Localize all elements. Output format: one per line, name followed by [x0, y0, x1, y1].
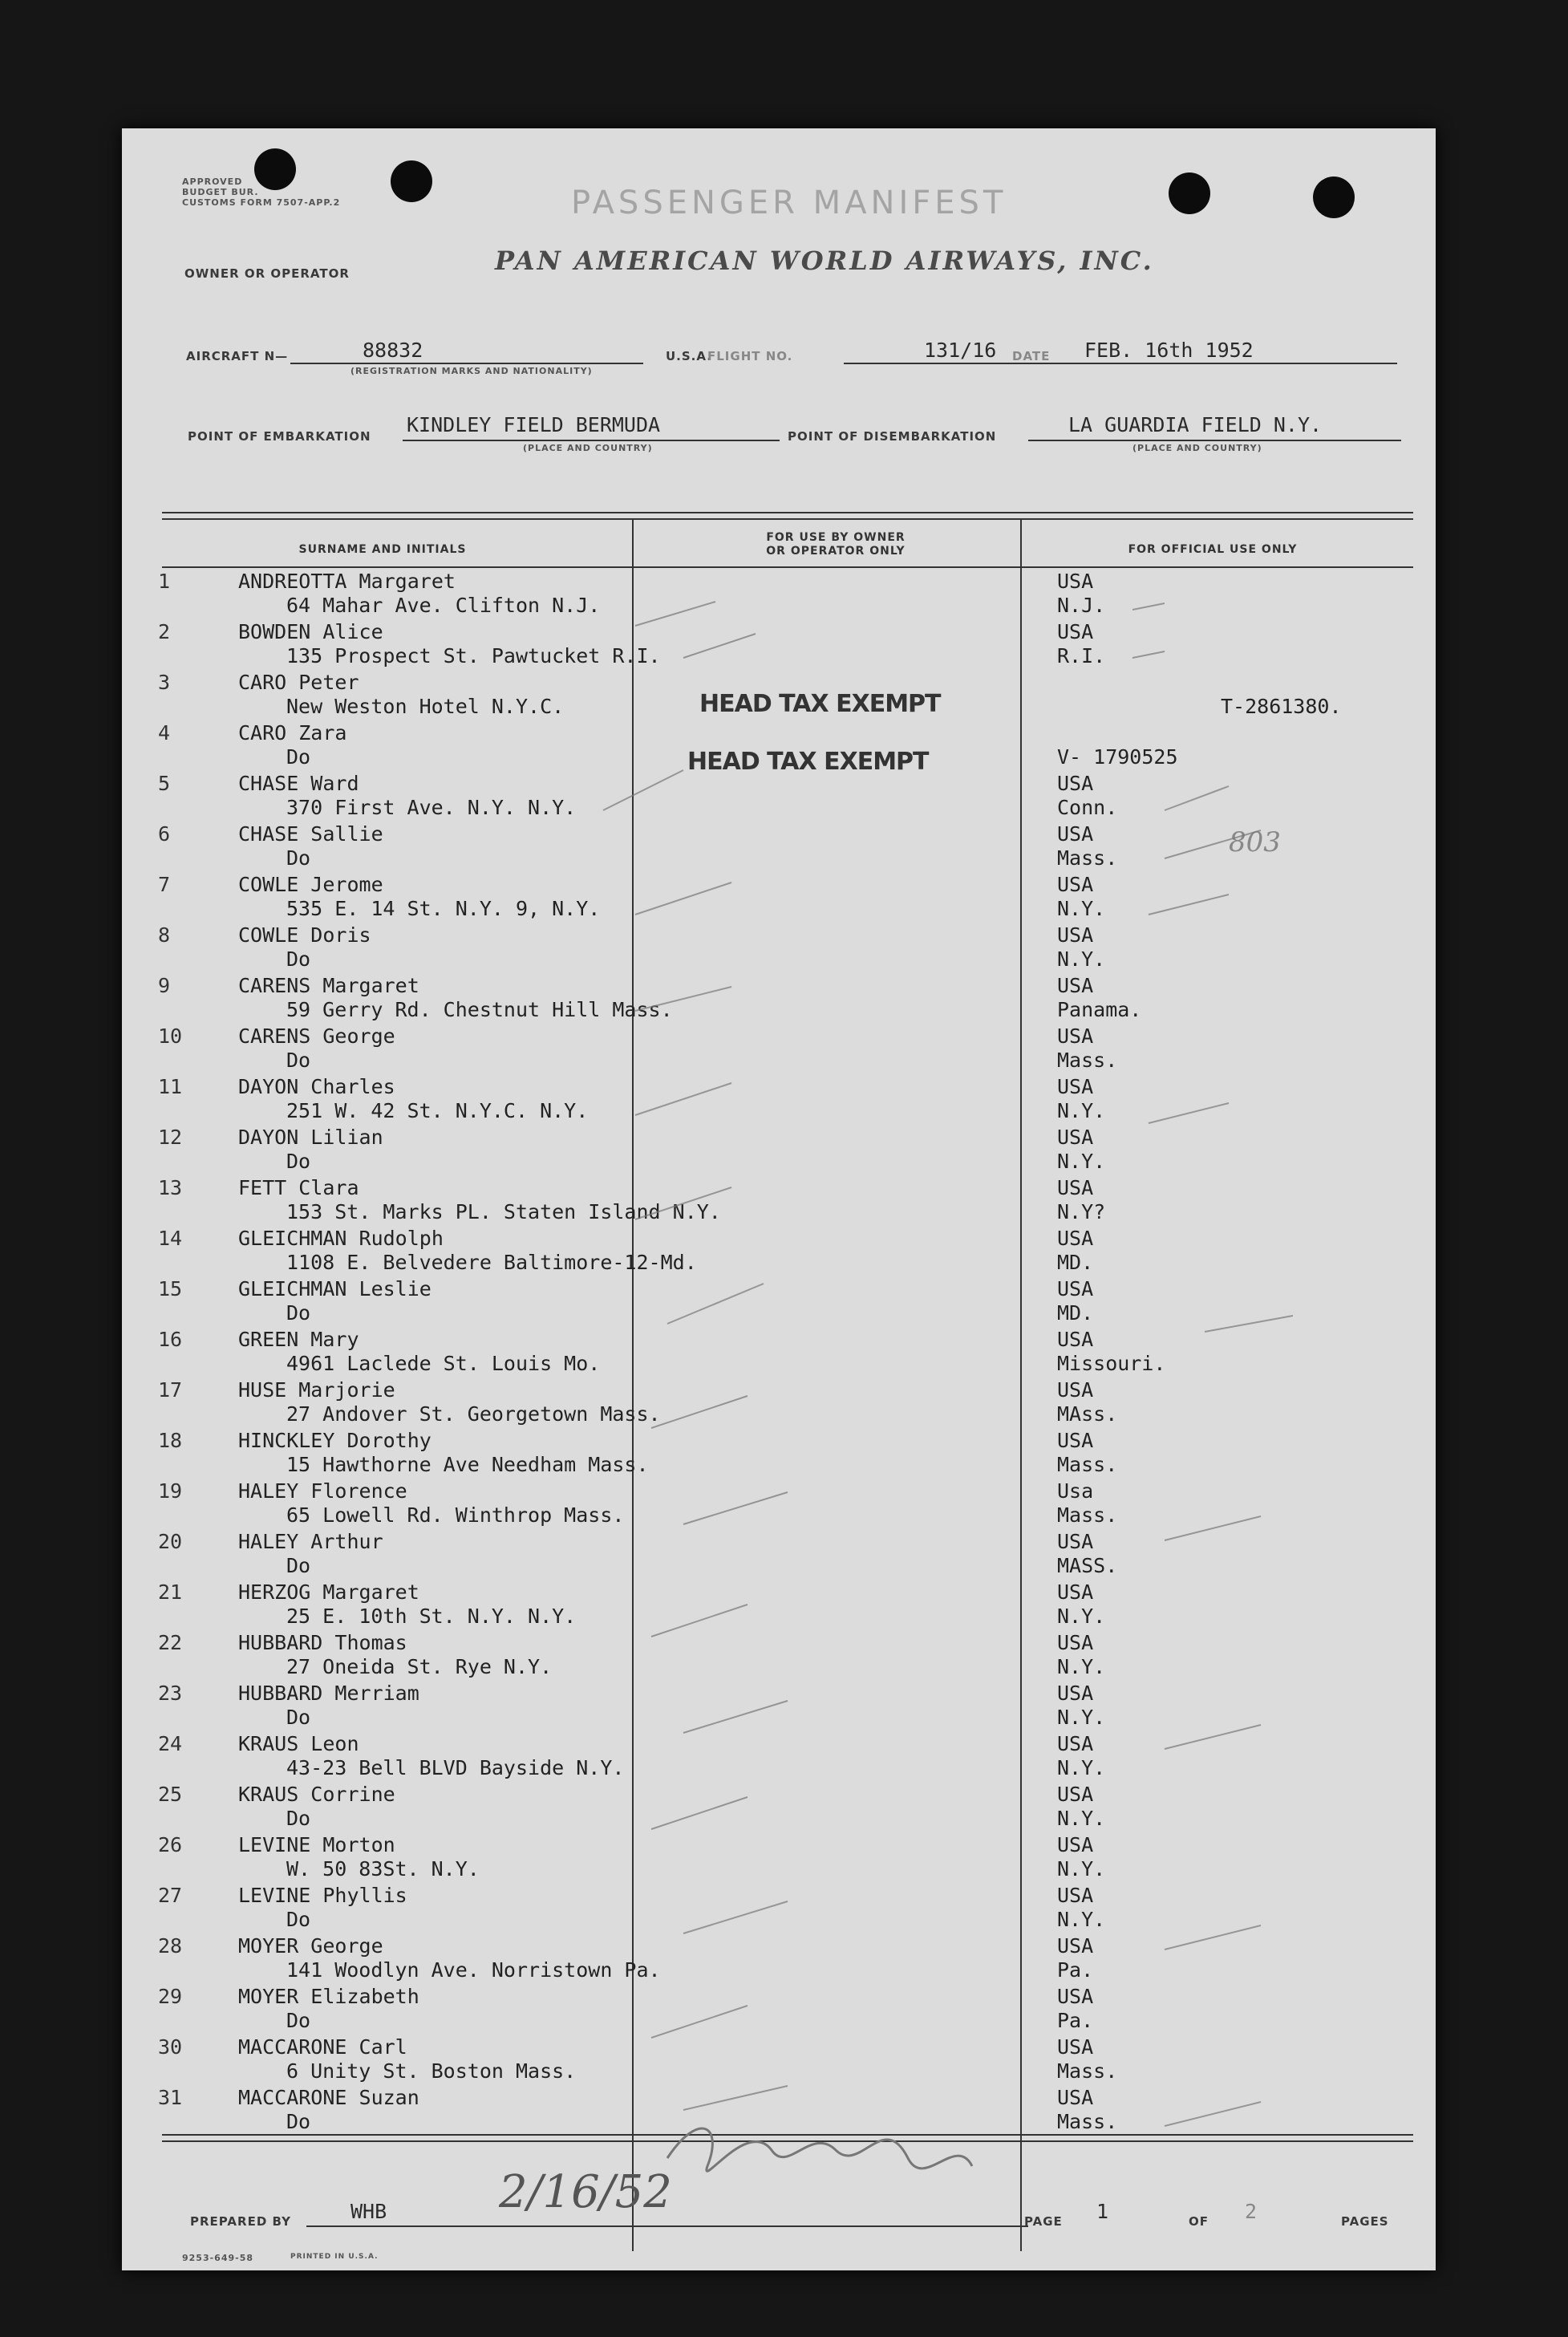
row-number: 26 [158, 1833, 183, 1856]
passenger-residence: Mass. [1057, 1503, 1118, 1527]
passenger-residence: MD. [1057, 1301, 1094, 1325]
passenger-address: 27 Andover St. Georgetown Mass. [286, 1402, 661, 1426]
passenger-name: CARENS George [238, 1024, 395, 1048]
passenger-row [122, 1882, 1436, 1933]
passenger-address: Do [286, 1706, 311, 1729]
form-number: 9253-649-58 [182, 2253, 254, 2263]
passenger-row [122, 1175, 1436, 1225]
passenger-address: 135 Prospect St. Pawtucket R.I. [286, 644, 661, 667]
row-number: 9 [158, 974, 171, 997]
passenger-nationality: USA [1057, 1732, 1094, 1755]
row-number: 7 [158, 873, 171, 896]
passenger-nationality: USA [1057, 1429, 1094, 1452]
passenger-residence: N.Y? [1057, 1200, 1106, 1223]
passenger-residence: Mass. [1057, 846, 1118, 870]
date-underline [1060, 363, 1397, 364]
passenger-name: HALEY Florence [238, 1479, 407, 1503]
punch-hole [1313, 176, 1355, 218]
passenger-row [122, 1478, 1436, 1528]
passenger-residence: N.Y. [1057, 1099, 1106, 1122]
row-number: 4 [158, 721, 171, 745]
passenger-nationality: USA [1057, 2086, 1094, 2109]
passenger-row [122, 1023, 1436, 1073]
row-number: 8 [158, 923, 171, 947]
usa-label: U.S.A. [666, 349, 712, 363]
row-number: 30 [158, 2035, 183, 2059]
passenger-row [122, 1832, 1436, 1882]
passenger-row [122, 972, 1436, 1023]
embark-sublabel: (PLACE AND COUNTRY) [523, 443, 653, 453]
passenger-residence: N.Y. [1057, 1605, 1106, 1628]
passenger-residence: Conn. [1057, 796, 1118, 819]
passenger-residence: Pa. [1057, 2009, 1094, 2032]
passenger-nationality: USA [1057, 1580, 1094, 1604]
of-label: OF [1189, 2214, 1209, 2229]
visa-number: T-2861380. [1221, 695, 1342, 718]
passenger-name: DAYON Lilian [238, 1126, 383, 1149]
passenger-residence: N.Y. [1057, 897, 1106, 920]
passenger-nationality: V- 1790525 [1057, 745, 1178, 769]
head-tax-exempt-stamp: HEAD TAX EXEMPT [699, 690, 941, 718]
row-number: 13 [158, 1176, 183, 1199]
passenger-name: HINCKLEY Dorothy [238, 1429, 432, 1452]
passenger-residence: N.J. [1057, 594, 1106, 617]
passenger-address: Do [286, 1807, 311, 1830]
passenger-name: FETT Clara [238, 1176, 359, 1199]
passenger-name: DAYON Charles [238, 1075, 395, 1098]
embark-underline [403, 440, 780, 441]
row-number: 27 [158, 1884, 183, 1907]
passenger-row [122, 1579, 1436, 1629]
passenger-name: MACCARONE Suzan [238, 2086, 419, 2109]
passenger-row [122, 1629, 1436, 1680]
passenger-row [122, 871, 1436, 922]
passenger-residence: Mass. [1057, 1453, 1118, 1476]
passenger-residence: Mass. [1057, 2059, 1118, 2083]
punch-hole [1169, 172, 1210, 214]
passenger-address: 15 Hawthorne Ave Needham Mass. [286, 1453, 649, 1476]
signature-date: 2/16/52 [499, 2166, 672, 2218]
aircraft-underline [290, 363, 643, 364]
passenger-address: 6 Unity St. Boston Mass. [286, 2059, 577, 2083]
approval-note: APPROVED BUDGET BUR. CUSTOMS FORM 7507-APP.2 [182, 176, 341, 208]
passenger-address: 153 St. Marks PL. Staten Island N.Y. [286, 1200, 721, 1223]
passenger-name: KRAUS Leon [238, 1732, 359, 1755]
row-number: 1 [158, 570, 171, 593]
passenger-residence: N.Y. [1057, 1756, 1106, 1779]
passenger-name: LEVINE Morton [238, 1833, 395, 1856]
passenger-nationality: USA [1057, 1783, 1094, 1806]
row-number: 28 [158, 1934, 183, 1958]
row-number: 6 [158, 822, 171, 846]
passenger-residence: N.Y. [1057, 1857, 1106, 1881]
passenger-nationality: USA [1057, 772, 1094, 795]
passenger-row [122, 1276, 1436, 1326]
passenger-address: 370 First Ave. N.Y. N.Y. [286, 796, 577, 819]
passenger-address: Do [286, 947, 311, 971]
flight-value: 131/16 [924, 339, 997, 362]
passenger-row [122, 568, 1436, 619]
passenger-address: Do [286, 1049, 311, 1072]
table-top-rule-2 [162, 518, 1413, 520]
row-number: 2 [158, 620, 171, 643]
pages-label: PAGES [1341, 2214, 1389, 2229]
date-label: DATE [1012, 349, 1051, 363]
passenger-residence: N.Y. [1057, 1908, 1106, 1931]
passenger-name: COWLE Jerome [238, 873, 383, 896]
passenger-address: 59 Gerry Rd. Chestnut Hill Mass. [286, 998, 673, 1021]
passenger-residence: MD. [1057, 1251, 1094, 1274]
passenger-row [122, 1377, 1436, 1427]
manifest-page [122, 128, 1436, 2270]
header-surname: SURNAME AND INITIALS [298, 543, 467, 556]
date-value: FEB. 16th 1952 [1084, 339, 1254, 362]
passenger-nationality: USA [1057, 570, 1094, 593]
passenger-nationality: USA [1057, 1884, 1094, 1907]
disembark-underline [1028, 440, 1401, 441]
row-number: 31 [158, 2086, 183, 2109]
row-number: 11 [158, 1075, 183, 1098]
passenger-address: 251 W. 42 St. N.Y.C. N.Y. [286, 1099, 589, 1122]
disembark-value: LA GUARDIA FIELD N.Y. [1068, 413, 1323, 436]
passenger-address: Do [286, 1301, 311, 1325]
embark-value: KINDLEY FIELD BERMUDA [407, 413, 661, 436]
passenger-residence: Mass. [1057, 1049, 1118, 1072]
passenger-nationality: USA [1057, 1378, 1094, 1402]
passenger-address: 25 E. 10th St. N.Y. N.Y. [286, 1605, 577, 1628]
owner-value: PAN AMERICAN WORLD AIRWAYS, INC. [495, 245, 1154, 276]
row-number: 5 [158, 772, 171, 795]
prepared-value: WHB [350, 2200, 387, 2223]
page-value: 1 [1096, 2200, 1109, 2223]
passenger-name: MOYER Elizabeth [238, 1985, 419, 2008]
passenger-address: New Weston Hotel N.Y.C. [286, 695, 565, 718]
passenger-address: 1108 E. Belvedere Baltimore-12-Md. [286, 1251, 697, 1274]
passenger-nationality: USA [1057, 1227, 1094, 1250]
pencil-note: 803 [1229, 826, 1281, 858]
row-number: 14 [158, 1227, 183, 1250]
passenger-address: Do [286, 1554, 311, 1577]
passenger-residence: Panama. [1057, 998, 1142, 1021]
passenger-residence: N.Y. [1057, 1150, 1106, 1173]
passenger-nationality: USA [1057, 1328, 1094, 1351]
passenger-name: HUBBARD Thomas [238, 1631, 407, 1654]
passenger-residence: R.I. [1057, 644, 1106, 667]
passenger-nationality: Usa [1057, 1479, 1094, 1503]
row-number: 23 [158, 1682, 183, 1705]
form-title: PASSENGER MANIFEST [571, 185, 1007, 221]
row-number: 19 [158, 1479, 183, 1503]
prepared-label: PREPARED BY [190, 2214, 291, 2229]
table-top-rule [162, 512, 1413, 513]
row-number: 22 [158, 1631, 183, 1654]
passenger-row [122, 1225, 1436, 1276]
head-tax-exempt-stamp: HEAD TAX EXEMPT [687, 748, 929, 776]
passenger-residence: N.Y. [1057, 947, 1106, 971]
passenger-nationality: USA [1057, 1631, 1094, 1654]
row-number: 24 [158, 1732, 183, 1755]
passenger-nationality: USA [1057, 2035, 1094, 2059]
passenger-name: COWLE Doris [238, 923, 371, 947]
aircraft-label: AIRCRAFT N— [186, 349, 289, 363]
passenger-residence: MASS. [1057, 1554, 1118, 1577]
passenger-name: MOYER George [238, 1934, 383, 1958]
passenger-nationality: USA [1057, 1682, 1094, 1705]
passenger-name: LEVINE Phyllis [238, 1884, 407, 1907]
passenger-residence: N.Y. [1057, 1655, 1106, 1678]
passenger-row [122, 1680, 1436, 1730]
passenger-nationality: USA [1057, 1024, 1094, 1048]
passenger-name: HERZOG Margaret [238, 1580, 419, 1604]
prepared-underline [306, 2225, 1028, 2227]
row-number: 29 [158, 1985, 183, 2008]
passenger-row [122, 1983, 1436, 2034]
passenger-name: MACCARONE Carl [238, 2035, 407, 2059]
passenger-residence: N.Y. [1057, 1706, 1106, 1729]
passenger-name: GLEICHMAN Leslie [238, 1277, 432, 1300]
row-number: 3 [158, 671, 171, 694]
passenger-row [122, 1427, 1436, 1478]
disembark-sublabel: (PLACE AND COUNTRY) [1132, 443, 1262, 453]
passenger-name: HUSE Marjorie [238, 1378, 395, 1402]
passenger-name: KRAUS Corrine [238, 1783, 395, 1806]
passenger-address: 535 E. 14 St. N.Y. 9, N.Y. [286, 897, 601, 920]
embark-label: POINT OF EMBARKATION [188, 429, 371, 444]
passenger-name: HALEY Arthur [238, 1530, 383, 1553]
passenger-address: 4961 Laclede St. Louis Mo. [286, 1352, 601, 1375]
passenger-nationality: USA [1057, 923, 1094, 947]
passenger-name: GREEN Mary [238, 1328, 359, 1351]
aircraft-value: 88832 [363, 339, 423, 362]
passenger-row [122, 1528, 1436, 1579]
passenger-row [122, 770, 1436, 821]
passenger-name: CARO Peter [238, 671, 359, 694]
passenger-nationality: USA [1057, 1530, 1094, 1553]
row-number: 21 [158, 1580, 183, 1604]
passenger-address: Do [286, 745, 311, 769]
passenger-address: 65 Lowell Rd. Winthrop Mass. [286, 1503, 625, 1527]
passenger-row [122, 1326, 1436, 1377]
passenger-row [122, 1124, 1436, 1175]
passenger-nationality: USA [1057, 1833, 1094, 1856]
header-official-use: FOR OFFICIAL USE ONLY [1128, 543, 1298, 556]
passenger-address: Do [286, 2110, 311, 2133]
page-label: PAGE [1024, 2214, 1063, 2229]
passenger-nationality: USA [1057, 1934, 1094, 1958]
row-number: 15 [158, 1277, 183, 1300]
passenger-name: CARENS Margaret [238, 974, 419, 997]
printed-note: PRINTED IN U.S.A. [290, 2253, 379, 2261]
passenger-address: W. 50 83St. N.Y. [286, 1857, 480, 1881]
row-number: 25 [158, 1783, 183, 1806]
passenger-address: 43-23 Bell BLVD Bayside N.Y. [286, 1756, 625, 1779]
row-number: 17 [158, 1378, 183, 1402]
passenger-nationality: USA [1057, 873, 1094, 896]
passenger-address: Do [286, 2009, 311, 2032]
passenger-residence: Pa. [1057, 1958, 1094, 1982]
passenger-row [122, 1781, 1436, 1832]
passenger-row [122, 1730, 1436, 1781]
passenger-residence: N.Y. [1057, 1807, 1106, 1830]
passenger-address: Do [286, 1908, 311, 1931]
passenger-nationality: USA [1057, 1176, 1094, 1199]
row-number: 12 [158, 1126, 183, 1149]
passenger-name: CHASE Sallie [238, 822, 383, 846]
passenger-row [122, 2034, 1436, 2084]
passenger-nationality: USA [1057, 974, 1094, 997]
passenger-residence: Mass. [1057, 2110, 1118, 2133]
row-number: 20 [158, 1530, 183, 1553]
header-owner-use: FOR USE BY OWNER OR OPERATOR ONLY [766, 531, 906, 558]
passenger-name: CARO Zara [238, 721, 347, 745]
passenger-row [122, 922, 1436, 972]
passenger-residence: Missouri. [1057, 1352, 1166, 1375]
passenger-address: 141 Woodlyn Ave. Norristown Pa. [286, 1958, 661, 1982]
passenger-nationality: USA [1057, 1985, 1094, 2008]
row-number: 10 [158, 1024, 183, 1048]
passenger-nationality: USA [1057, 620, 1094, 643]
passenger-name: BOWDEN Alice [238, 620, 383, 643]
passenger-nationality: USA [1057, 1277, 1094, 1300]
passenger-address: Do [286, 846, 311, 870]
aircraft-sublabel: (REGISTRATION MARKS AND NATIONALITY) [350, 366, 593, 376]
row-number: 18 [158, 1429, 183, 1452]
passenger-row [122, 619, 1436, 669]
passenger-nationality: USA [1057, 1126, 1094, 1149]
owner-label: OWNER OR OPERATOR [184, 266, 350, 281]
disembark-label: POINT OF DISEMBARKATION [788, 429, 997, 444]
passenger-name: ANDREOTTA Margaret [238, 570, 456, 593]
signature [651, 2094, 988, 2206]
passenger-name: CHASE Ward [238, 772, 359, 795]
passenger-row [122, 1933, 1436, 1983]
passenger-address: 64 Mahar Ave. Clifton N.J. [286, 594, 601, 617]
passenger-name: HUBBARD Merriam [238, 1682, 419, 1705]
flight-label: FLIGHT NO. [707, 349, 793, 363]
passenger-name: GLEICHMAN Rudolph [238, 1227, 444, 1250]
passenger-address: Do [286, 1150, 311, 1173]
row-number: 16 [158, 1328, 183, 1351]
passenger-nationality: USA [1057, 822, 1094, 846]
of-pages-value: 2 [1245, 2200, 1258, 2223]
passenger-residence: MAss. [1057, 1402, 1118, 1426]
punch-hole [391, 160, 432, 202]
passenger-row [122, 1073, 1436, 1124]
passenger-address: 27 Oneida St. Rye N.Y. [286, 1655, 553, 1678]
passenger-nationality: USA [1057, 1075, 1094, 1098]
